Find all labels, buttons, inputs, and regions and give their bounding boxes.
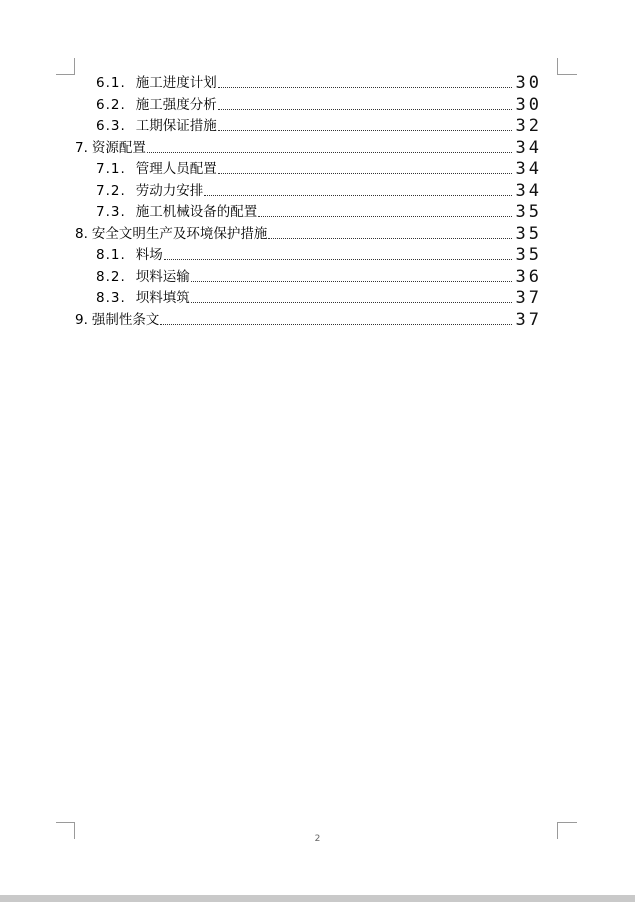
toc-entry-title: 料场 bbox=[135, 247, 163, 263]
toc-entry-title: 劳动力安排 bbox=[135, 182, 204, 199]
toc-entry[interactable] bbox=[75, 310, 542, 331]
toc-dot-leader bbox=[164, 258, 512, 260]
toc-entry-number: 7.1. bbox=[96, 161, 126, 177]
toc-dot-leader bbox=[218, 129, 512, 131]
toc-entry[interactable] bbox=[96, 73, 542, 94]
toc-dot-leader bbox=[147, 151, 512, 153]
toc-dot-leader bbox=[218, 108, 512, 110]
toc-entry-title: 坝料填筑 bbox=[135, 290, 190, 306]
toc-entry-number: 6.3. bbox=[96, 118, 126, 134]
toc-entry-title: 工期保证措施 bbox=[135, 118, 217, 134]
toc-entry[interactable] bbox=[96, 202, 542, 223]
toc-entry-number: 6.2. bbox=[96, 96, 126, 113]
crop-mark-top-right bbox=[557, 58, 577, 75]
toc-entry-page: 35 bbox=[515, 223, 542, 244]
toc-entry[interactable] bbox=[96, 245, 542, 266]
toc-entry-number: 8.3. bbox=[96, 290, 126, 306]
toc-entry-number: 7. bbox=[75, 139, 88, 156]
toc-entry-title: 施工强度分析 bbox=[135, 96, 217, 113]
toc-entry-page: 30 bbox=[515, 94, 542, 115]
toc-entry-number: 7.2. bbox=[96, 182, 126, 199]
toc-entry-title: 施工机械设备的配置 bbox=[135, 204, 258, 220]
footer-page-number: 2 bbox=[314, 834, 321, 844]
toc-entry[interactable] bbox=[96, 288, 542, 309]
toc-entry-page: 36 bbox=[515, 266, 542, 287]
toc-entry-page: 34 bbox=[515, 159, 542, 179]
toc-entry-title: 施工进度计划 bbox=[135, 75, 217, 91]
toc-entry-page: 30 bbox=[515, 73, 542, 93]
toc-entry[interactable] bbox=[96, 267, 542, 288]
toc-entry[interactable] bbox=[96, 116, 542, 137]
toc-dot-leader bbox=[160, 323, 512, 325]
toc-entry-page: 37 bbox=[515, 288, 542, 308]
toc-entry-page: 32 bbox=[515, 116, 542, 136]
toc-entry-page: 35 bbox=[515, 202, 542, 222]
toc-entry-page: 37 bbox=[515, 309, 542, 330]
toc-entry-title: 坝料运输 bbox=[135, 268, 190, 285]
toc-entry[interactable] bbox=[75, 138, 542, 159]
toc-entry[interactable] bbox=[96, 159, 542, 180]
toc-dot-leader bbox=[218, 86, 512, 88]
toc-entry[interactable] bbox=[75, 224, 542, 245]
toc-entry-number: 8.1. bbox=[96, 247, 126, 263]
toc-entry-page: 35 bbox=[515, 245, 542, 265]
page-gap bbox=[0, 895, 635, 902]
toc-dot-leader bbox=[218, 172, 512, 174]
toc-dot-leader bbox=[191, 280, 512, 282]
toc-dot-leader bbox=[268, 237, 512, 239]
toc-entry-number: 8. bbox=[75, 225, 88, 242]
toc-dot-leader bbox=[258, 215, 512, 217]
toc-entry-page: 34 bbox=[515, 180, 542, 201]
toc-entry-number: 6.1. bbox=[96, 75, 126, 91]
toc-entry-page: 34 bbox=[515, 137, 542, 158]
toc-dot-leader bbox=[204, 194, 512, 196]
toc-entry-number: 7.3. bbox=[96, 204, 126, 220]
toc-dot-leader bbox=[191, 301, 512, 303]
toc-entry-title: 强制性条文 bbox=[91, 311, 160, 328]
crop-mark-top-left bbox=[56, 58, 75, 75]
toc-entry[interactable] bbox=[96, 95, 542, 116]
toc-entry-title: 资源配置 bbox=[91, 139, 146, 156]
toc-entry[interactable] bbox=[96, 181, 542, 202]
toc-entry-number: 8.2. bbox=[96, 268, 126, 285]
toc-entry-title: 安全文明生产及环境保护措施 bbox=[91, 225, 268, 242]
toc-entry-number: 9. bbox=[75, 311, 88, 328]
toc-entry-title: 管理人员配置 bbox=[135, 161, 217, 177]
